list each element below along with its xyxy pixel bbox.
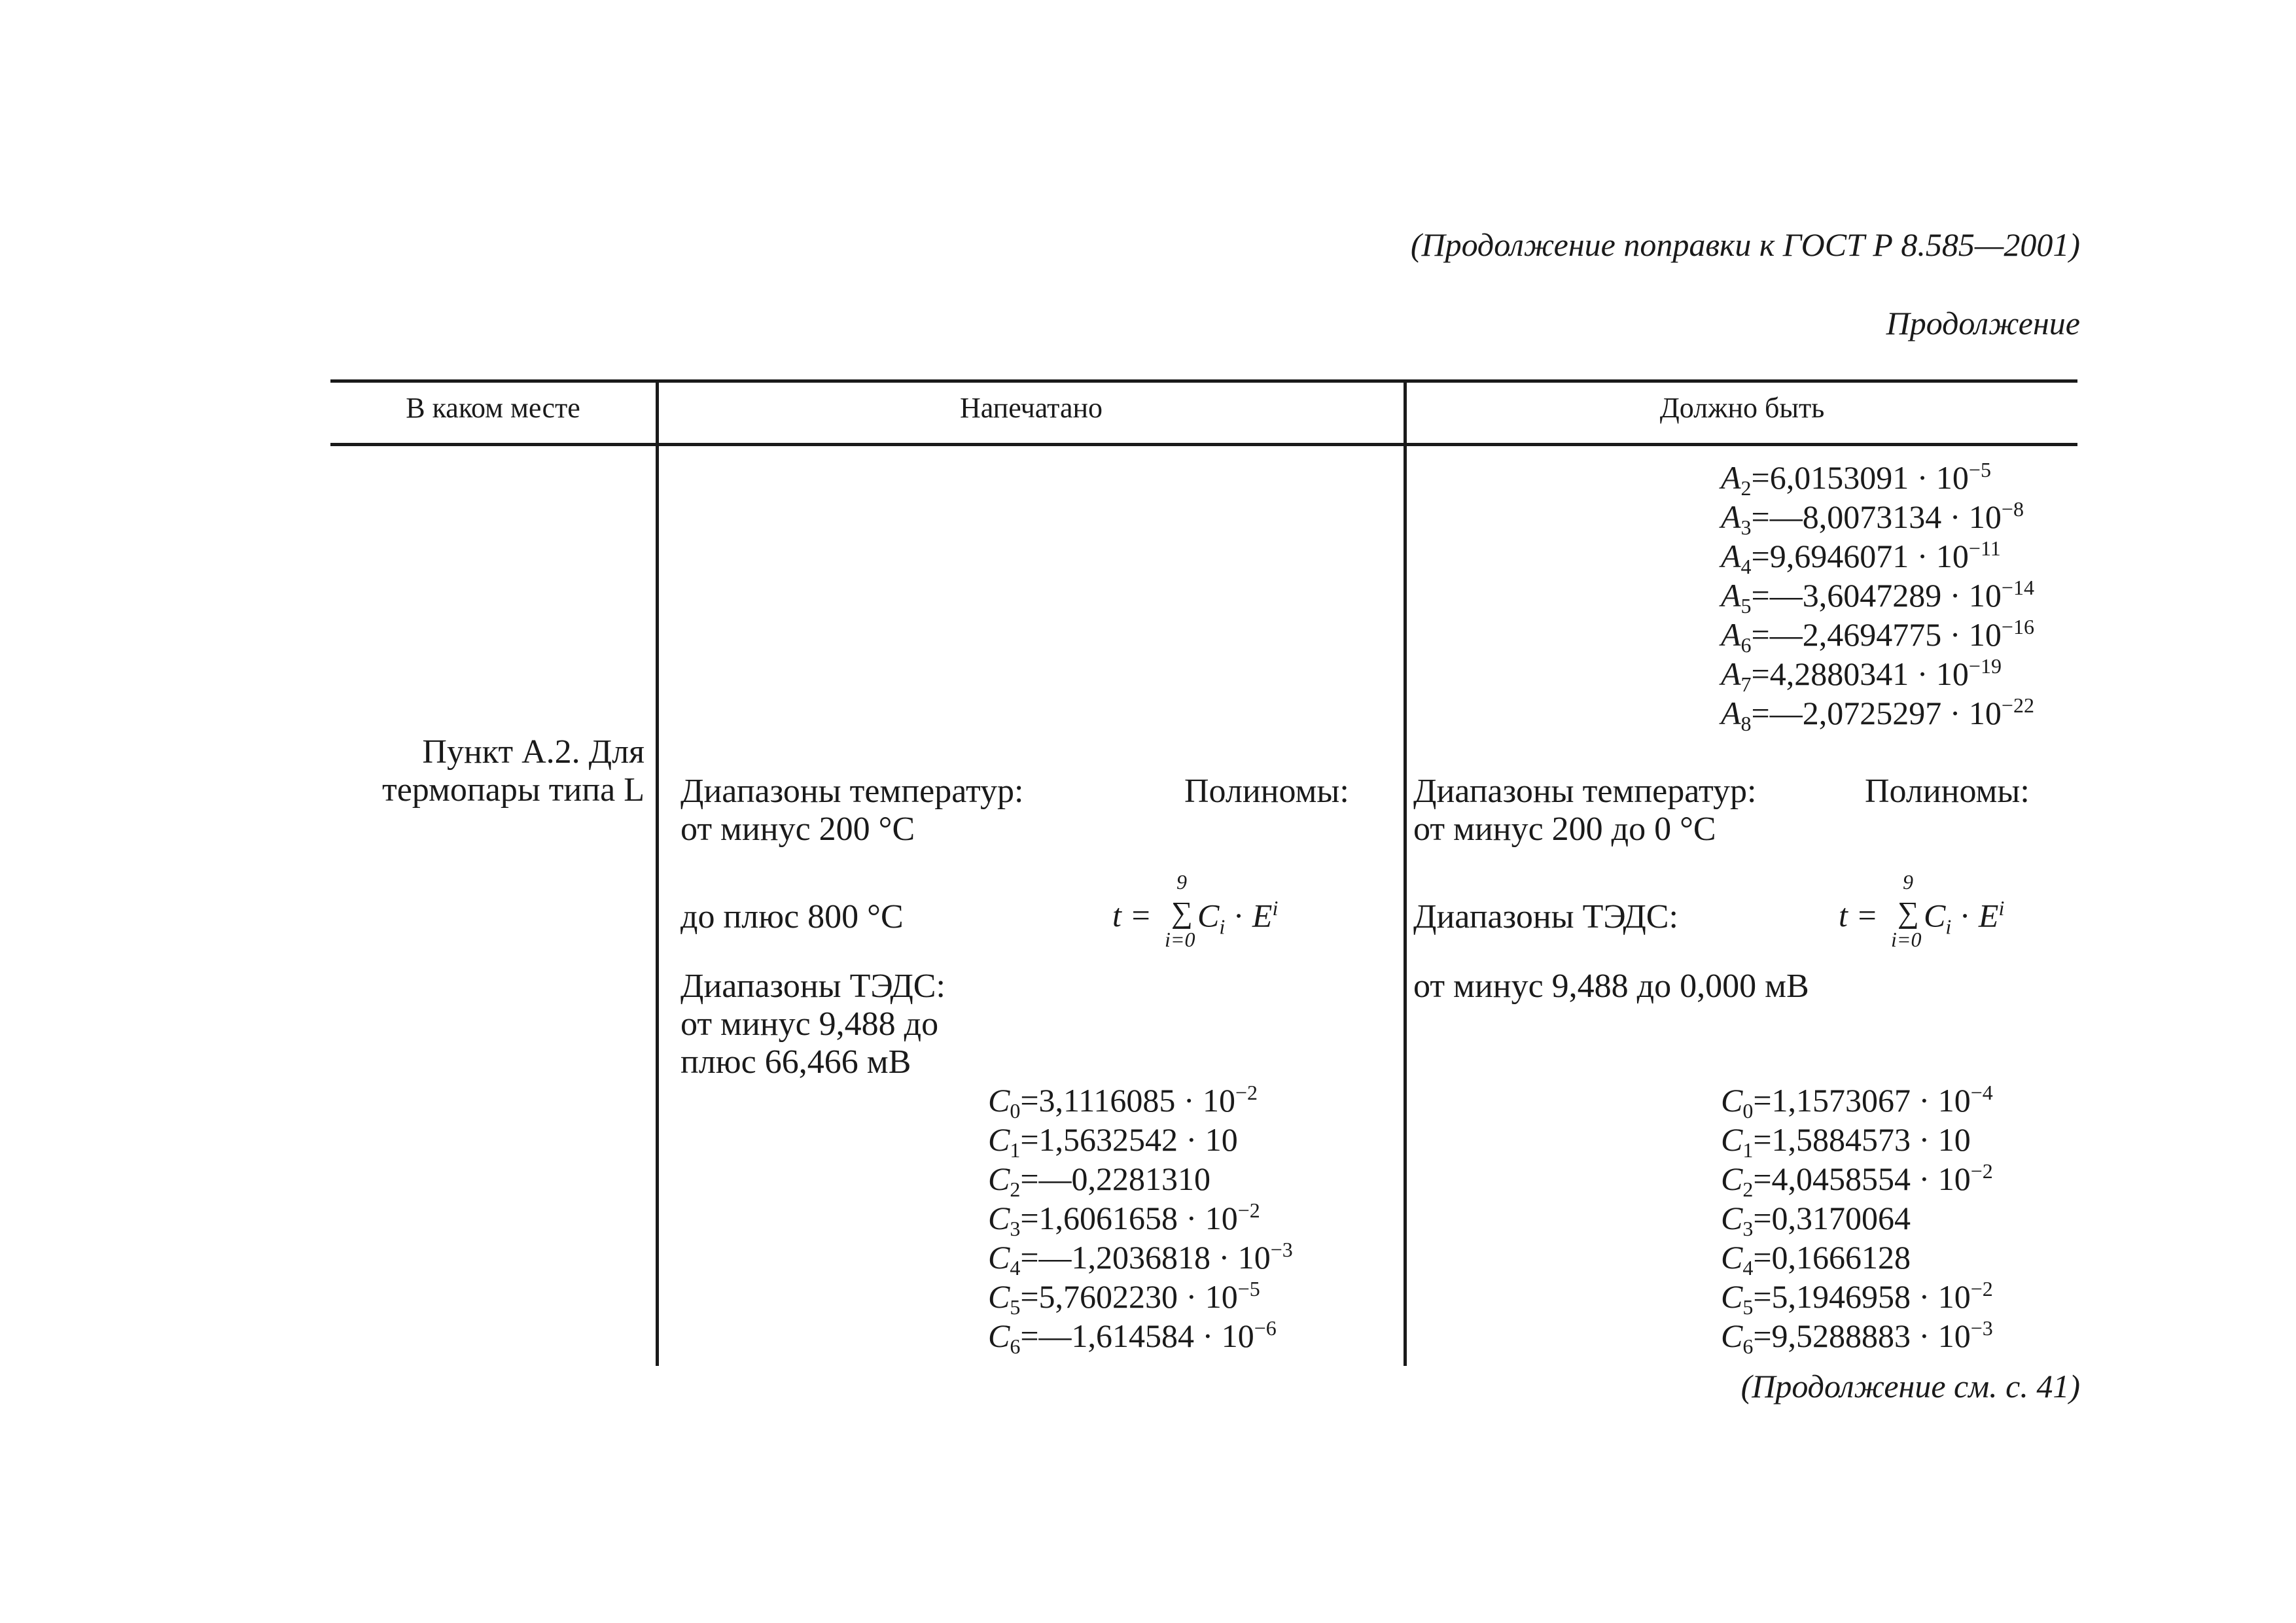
coefficient-value: =5,1946958 · 10 <box>1753 1278 1971 1315</box>
should-be-polynomial-formula <box>1839 870 2035 955</box>
coefficient-symbol: C <box>988 1239 1010 1276</box>
coefficient-row <box>1721 1159 1993 1201</box>
formula-var: E <box>1978 897 1999 934</box>
where-text-line1: Пункт А.2. Для <box>422 733 645 771</box>
printed-temp-range-label: Диапазоны температур: <box>680 773 1024 810</box>
should-be-emf-label: Диапазоны ТЭДС: <box>1413 898 1678 935</box>
formula-lhs: t = <box>1839 897 1879 934</box>
column-header-should-be: Должно быть <box>1659 392 1825 424</box>
coefficient-symbol: C <box>1721 1121 1743 1158</box>
should-be-emf-range: от минус 9,488 до 0,000 мВ <box>1413 968 1809 1005</box>
coefficient-row <box>1721 497 2034 539</box>
should-be-c-coefficients <box>1721 1081 1993 1358</box>
coefficient-index: 4 <box>1010 1256 1021 1280</box>
continuation-note: (Продолжение см. с. 41) <box>1740 1368 2080 1405</box>
coefficient-row <box>1721 576 2034 618</box>
coefficient-row <box>1721 1081 1993 1123</box>
coefficient-index: 1 <box>1010 1138 1021 1162</box>
coefficient-row <box>1721 1316 1993 1358</box>
coefficient-symbol: C <box>1721 1161 1743 1197</box>
should-be-temp-range: от минус 200 до 0 °С <box>1413 811 1716 848</box>
coefficient-exponent: −4 <box>1970 1081 1993 1104</box>
coefficient-symbol: A <box>1721 459 1741 496</box>
sum-sign-icon: ∑ <box>1171 896 1193 929</box>
printed-temp-from: от минус 200 °С <box>680 811 915 848</box>
coefficient-symbol: A <box>1721 538 1741 574</box>
coefficient-symbol: C <box>1721 1239 1743 1276</box>
should-be-polynomials-label: Полиномы: <box>1865 773 2030 810</box>
formula-lhs: t = <box>1112 897 1152 934</box>
coefficient-row <box>1721 1120 1993 1162</box>
coefficient-exponent: −11 <box>1968 536 2001 560</box>
coefficient-value: =—2,4694775 · 10 <box>1751 616 2002 653</box>
coefficient-exponent: −5 <box>1968 458 1991 481</box>
column-divider-2 <box>1404 379 1407 1366</box>
formula-lower-limit: i=0 <box>1165 928 1195 951</box>
formula-term: C <box>1197 897 1220 934</box>
coefficient-exponent: −2 <box>1970 1277 1993 1300</box>
coefficient-index: 3 <box>1740 515 1752 539</box>
coefficient-value: =9,5288883 · 10 <box>1753 1318 1971 1354</box>
coefficient-index: 6 <box>1742 1335 1754 1358</box>
coefficient-index: 6 <box>1740 633 1752 657</box>
coefficient-value: =0,3170064 <box>1753 1200 1911 1236</box>
coefficient-symbol: C <box>1721 1278 1743 1315</box>
coefficient-symbol: C <box>988 1121 1010 1158</box>
coefficient-value: =—8,0073134 · 10 <box>1751 498 2002 535</box>
coefficient-symbol: C <box>988 1318 1010 1354</box>
coefficient-exponent: −16 <box>2001 615 2034 638</box>
formula-dot: · <box>1959 897 1971 934</box>
formula-var-sup: i <box>1272 896 1279 920</box>
coefficient-symbol: A <box>1721 616 1741 653</box>
coefficient-index: 5 <box>1010 1295 1021 1319</box>
formula-term-sub: i <box>1219 915 1226 939</box>
coefficient-index: 0 <box>1742 1099 1754 1123</box>
coefficient-row <box>988 1081 1293 1123</box>
coefficient-symbol: A <box>1721 577 1741 614</box>
continuation-label: Продолжение <box>1886 305 2080 341</box>
printed-polynomial-formula <box>1112 870 1309 955</box>
coefficient-value: =6,0153091 · 10 <box>1751 459 1969 496</box>
coefficient-value: =1,6061658 · 10 <box>1020 1200 1238 1236</box>
coefficient-value: =3,1116085 · 10 <box>1020 1082 1235 1119</box>
coefficient-row <box>988 1277 1293 1319</box>
coefficient-exponent: −3 <box>1970 1316 1993 1340</box>
coefficient-symbol: A <box>1721 498 1741 535</box>
coefficient-row <box>1721 458 2034 500</box>
coefficient-exponent: −5 <box>1237 1277 1260 1300</box>
coefficient-row <box>1721 1198 1993 1238</box>
coefficient-symbol: C <box>988 1161 1010 1197</box>
coefficient-row <box>1721 693 2034 733</box>
coefficient-exponent: −2 <box>1970 1159 1993 1183</box>
coefficient-value: =0,1666128 <box>1753 1239 1911 1276</box>
formula-term: C <box>1924 897 1946 934</box>
where-text-line2: термопары типа L <box>382 771 645 809</box>
coefficient-exponent: −2 <box>1235 1081 1258 1104</box>
table-header-rule <box>330 443 2077 446</box>
coefficient-exponent: −8 <box>2001 497 2024 521</box>
coefficient-row <box>988 1159 1293 1201</box>
formula-var: E <box>1252 897 1273 934</box>
formula-term-sub: i <box>1945 915 1952 939</box>
coefficient-symbol: C <box>1721 1318 1743 1354</box>
should-be-temp-range-label: Диапазоны температур: <box>1413 773 1757 810</box>
coefficient-exponent: −2 <box>1237 1198 1260 1222</box>
coefficient-index: 0 <box>1010 1099 1021 1123</box>
coefficient-row <box>988 1198 1293 1238</box>
coefficient-value: =—3,6047289 · 10 <box>1751 577 2002 614</box>
coefficient-exponent: −19 <box>1968 654 2002 678</box>
printed-emf-from: от минус 9,488 до <box>680 1005 939 1043</box>
coefficient-index: 6 <box>1010 1335 1021 1358</box>
coefficient-value: =4,2880341 · 10 <box>1751 655 1969 692</box>
formula-var-sup: i <box>1998 896 2005 920</box>
coefficient-index: 7 <box>1740 672 1752 696</box>
coefficient-row <box>1721 536 2034 576</box>
formula-upper-limit: 9 <box>1903 870 1913 894</box>
coefficient-value: =1,5632542 · 10 <box>1020 1121 1238 1158</box>
coefficient-value: =—2,0725297 · 10 <box>1751 695 2002 731</box>
coefficient-row <box>1721 654 2034 696</box>
coefficient-row <box>988 1120 1293 1162</box>
printed-coefficients <box>988 1081 1293 1358</box>
printed-emf-to: плюс 66,466 мВ <box>680 1043 911 1081</box>
should-be-a-coefficients <box>1721 458 2034 733</box>
coefficient-value: =—0,2281310 <box>1020 1161 1211 1197</box>
coefficient-index: 2 <box>1010 1178 1021 1201</box>
printed-temp-to: до плюс 800 °С <box>680 898 904 935</box>
column-divider-1 <box>656 379 659 1366</box>
coefficient-value: =5,7602230 · 10 <box>1020 1278 1238 1315</box>
formula-dot: · <box>1233 897 1245 934</box>
coefficient-index: 3 <box>1742 1217 1754 1240</box>
coefficient-symbol: A <box>1721 695 1741 731</box>
coefficient-exponent: −14 <box>2001 576 2034 599</box>
coefficient-row <box>988 1316 1293 1358</box>
coefficient-exponent: −22 <box>2001 693 2034 717</box>
coefficient-row <box>1721 1238 1993 1280</box>
coefficient-symbol: C <box>988 1082 1010 1119</box>
coefficient-index: 4 <box>1740 555 1752 578</box>
printed-emf-label: Диапазоны ТЭДС: <box>680 968 945 1005</box>
column-header-where: В каком месте <box>406 392 580 424</box>
coefficient-index: 2 <box>1742 1178 1754 1201</box>
column-header-printed: Напечатано <box>959 392 1103 424</box>
coefficient-value: =1,5884573 · 10 <box>1753 1121 1971 1158</box>
formula-upper-limit: 9 <box>1176 870 1187 894</box>
coefficient-index: 1 <box>1742 1138 1754 1162</box>
coefficient-symbol: C <box>988 1200 1010 1236</box>
continuation-ref: (Продолжение поправки к ГОСТ Р 8.585—2001) <box>1410 226 2080 263</box>
coefficient-index: 5 <box>1740 594 1752 618</box>
table-top-rule <box>330 379 2077 383</box>
coefficient-value: =9,6946071 · 10 <box>1751 538 1969 574</box>
coefficient-row <box>1721 1277 1993 1319</box>
coefficient-index: 8 <box>1740 712 1752 735</box>
coefficient-symbol: C <box>1721 1082 1743 1119</box>
coefficient-index: 2 <box>1740 476 1752 500</box>
coefficient-exponent: −6 <box>1254 1316 1277 1340</box>
coefficient-symbol: C <box>1721 1200 1743 1236</box>
formula-lower-limit: i=0 <box>1891 928 1922 951</box>
coefficient-row <box>1721 615 2034 657</box>
coefficient-symbol: A <box>1721 655 1741 692</box>
printed-polynomials-label: Полиномы: <box>1184 773 1349 810</box>
coefficient-index: 3 <box>1010 1217 1021 1240</box>
coefficient-value: =4,0458554 · 10 <box>1753 1161 1971 1197</box>
sum-sign-icon: ∑ <box>1898 896 1919 929</box>
coefficient-value: =1,1573067 · 10 <box>1753 1082 1971 1119</box>
coefficient-row <box>988 1238 1293 1280</box>
coefficient-exponent: −3 <box>1270 1238 1293 1261</box>
coefficient-index: 5 <box>1742 1295 1754 1319</box>
coefficient-index: 4 <box>1742 1256 1754 1280</box>
coefficient-value: =—1,614584 · 10 <box>1020 1318 1254 1354</box>
coefficient-symbol: C <box>988 1278 1010 1315</box>
coefficient-value: =—1,2036818 · 10 <box>1020 1239 1271 1276</box>
